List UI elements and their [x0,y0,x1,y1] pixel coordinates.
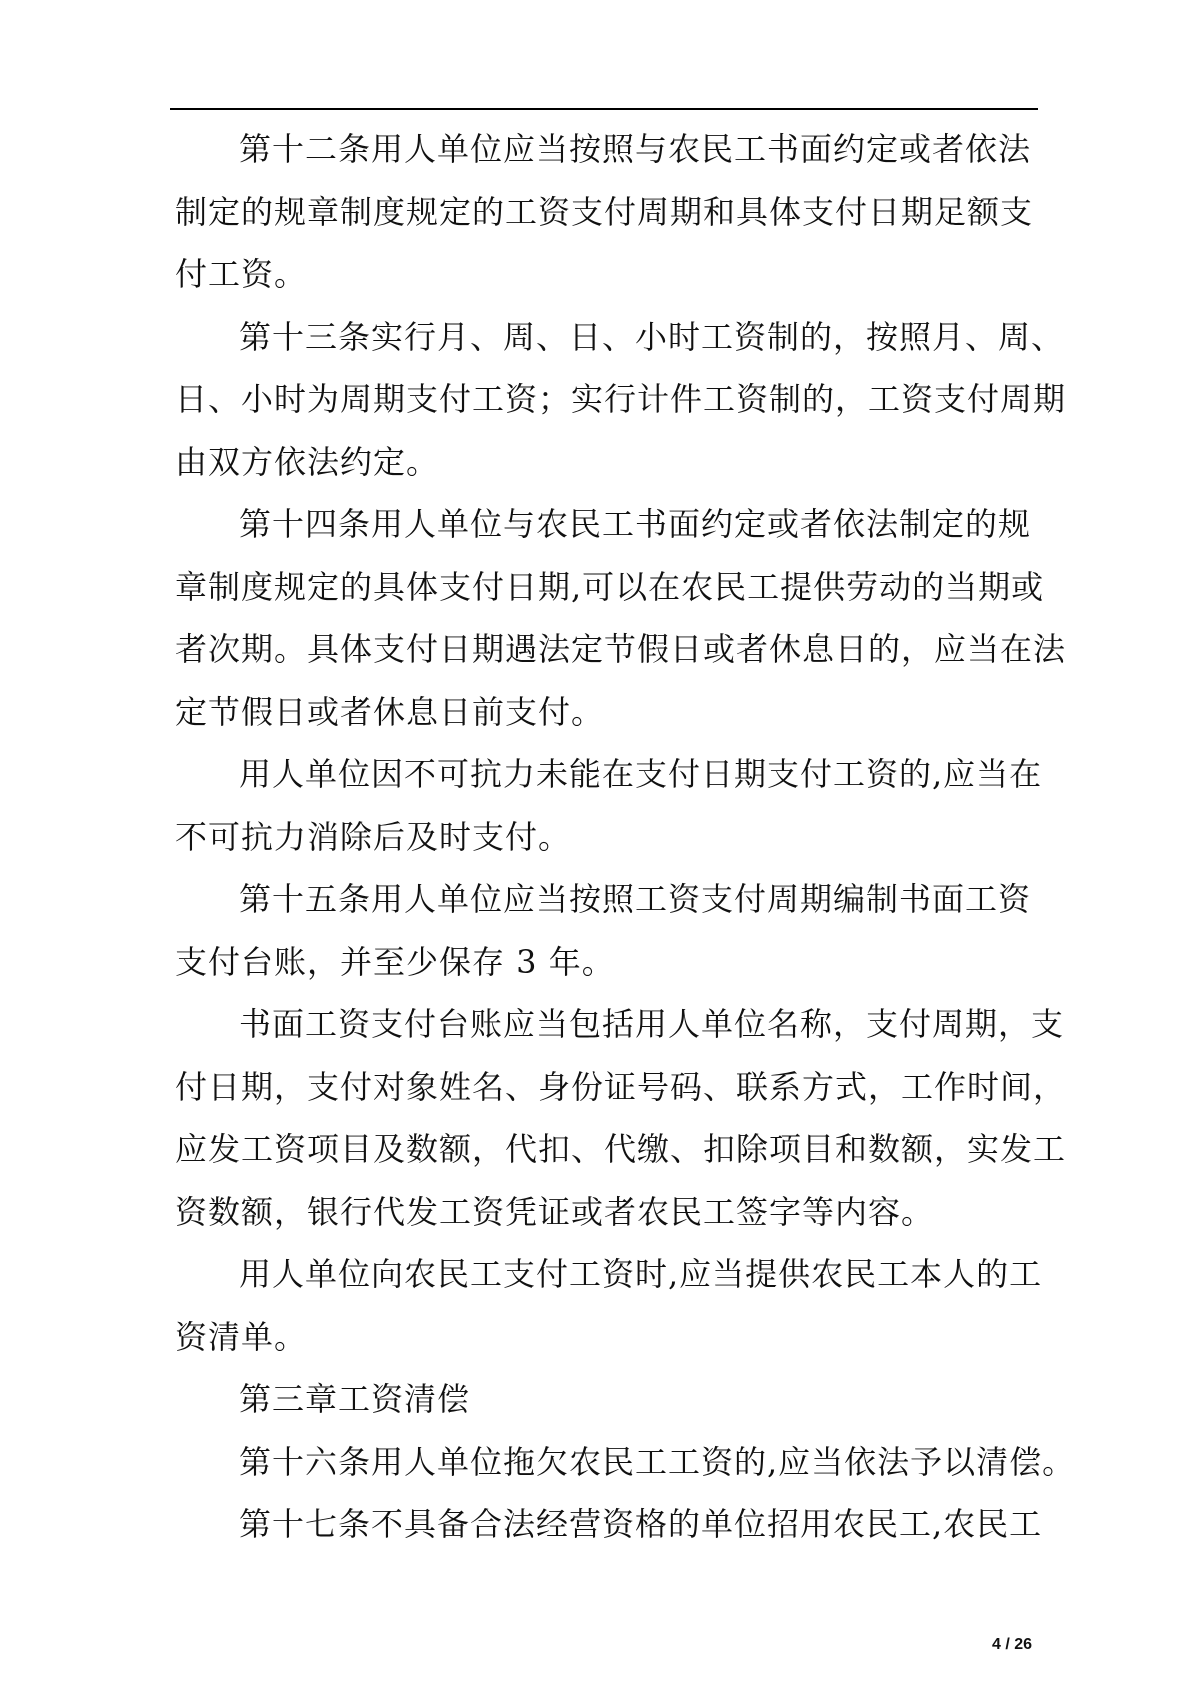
text-line: 定节假日或者休息日前支付。 [175,692,605,731]
text-line: 第十四条用人单位与农民工书面约定或者依法制定的规 [239,505,1032,543]
text-line: 资数额，银行代发工资凭证或者农民工签字等内容。 [175,1192,935,1231]
text-line: 用人单位因不可抗力未能在支付日期支付工资的,应当在 [239,755,1043,793]
text-line: 付日期，支付对象姓名、身份证号码、联系方式，工作时间， [175,1067,1067,1106]
chapter-heading: 第三章工资清偿 [239,1380,471,1418]
text-line: 资清单。 [175,1317,308,1356]
text-line: 支付台账，并至少保存 3 年。 [175,942,615,981]
text-line: 者次期。具体支付日期遇法定节假日或者休息日的，应当在法 [175,630,1067,668]
text-line: 应发工资项目及数额，代扣、代缴、扣除项目和数额，实发工 [175,1130,1067,1168]
text-line: 书面工资支付台账应当包括用人单位名称，支付周期，支 [239,1005,1065,1043]
text-line: 付工资。 [175,255,308,293]
text-line: 第十五条用人单位应当按照工资支付周期编制书面工资 [239,880,1032,918]
text-line: 日、小时为周期支付工资；实行计件工资制的，工资支付周期 [175,380,1067,418]
text-line: 不可抗力消除后及时支付。 [175,817,572,856]
document-body [175,118,1076,1556]
text-line: 用人单位向农民工支付工资时,应当提供农民工本人的工 [239,1255,1043,1293]
text-line: 第十七条不具备合法经营资格的单位招用农民工,农民工 [239,1505,1043,1543]
text-line: 章制度规定的具体支付日期,可以在农民工提供劳动的当期或 [175,567,1045,606]
text-line: 第十二条用人单位应当按照与农民工书面约定或者依法 [239,130,1032,168]
header-rule [170,108,1038,110]
text-line: 制定的规章制度规定的工资支付周期和具体支付日期足额支 [175,192,1034,231]
text-line: 由双方依法约定。 [175,442,440,481]
text-line: 第十六条用人单位拖欠农民工工资的,应当依法予以清偿。 [239,1442,1076,1481]
page-number: 4 / 26 [991,1636,1032,1653]
text-line: 第十三条实行月、周、日、小时工资制的，按照月、周、 [239,317,1065,356]
